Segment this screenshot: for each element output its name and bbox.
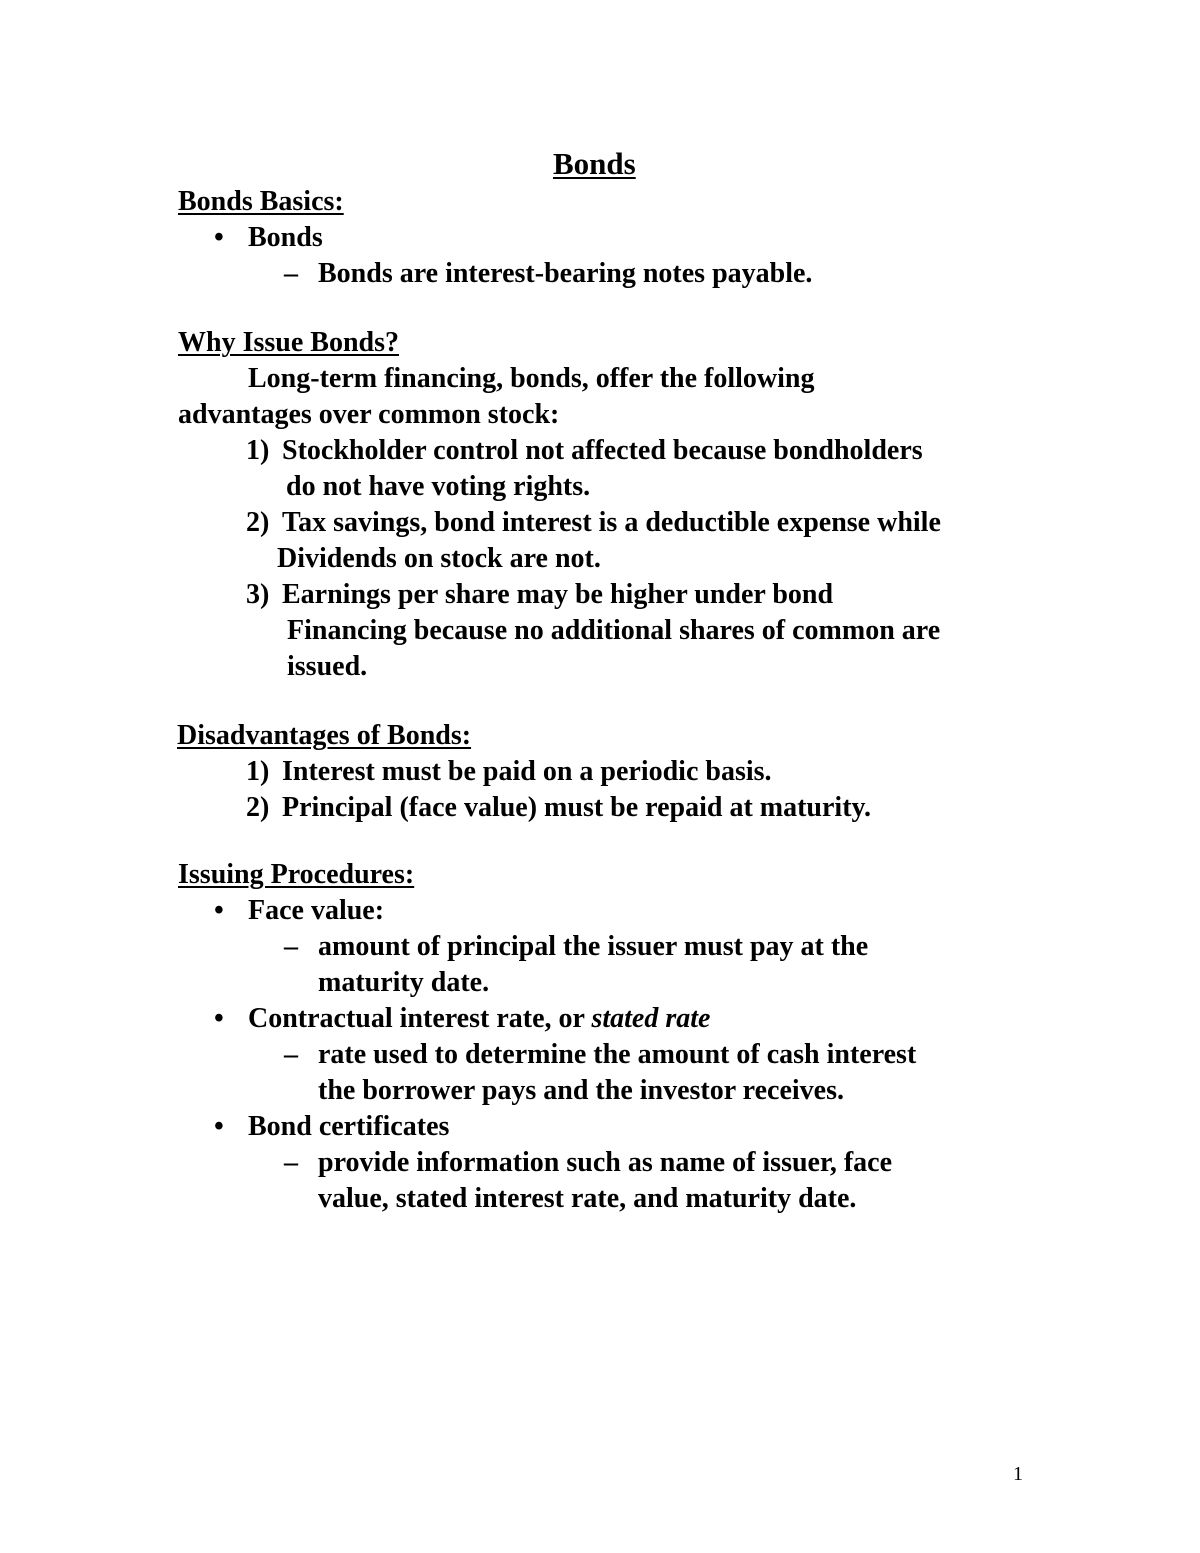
issuing-bullet-label-text: Contractual interest rate, or <box>248 1003 592 1034</box>
section-heading-disadvantages: Disadvantages of Bonds: <box>177 720 472 751</box>
issuing-sub-line: the borrower pays and the investor receives. <box>318 1075 844 1106</box>
issuing-bullet-label: Face value: <box>248 895 385 926</box>
dash-icon: – <box>284 258 298 289</box>
disadvantage-number: 1) <box>246 756 270 787</box>
dash-icon: – <box>284 931 298 962</box>
page-title: Bonds <box>553 146 636 181</box>
why-item-line: do not have voting rights. <box>286 471 591 502</box>
why-item-line: Tax savings, bond interest is a deductible expense while <box>282 507 941 538</box>
why-item-line: Stockholder control not affected because bondholders <box>282 435 923 466</box>
section-heading-why: Why Issue Bonds? <box>178 327 399 358</box>
disadvantage-number: 2) <box>246 792 270 823</box>
dash-icon: – <box>284 1039 298 1070</box>
section-heading-basics: Bonds Basics: <box>178 186 344 217</box>
issuing-sub-line: rate used to determine the amount of cash interest <box>318 1039 917 1070</box>
issuing-sub-line: value, stated interest rate, and maturity date. <box>318 1183 857 1214</box>
bullet-icon: • <box>214 1003 224 1034</box>
issuing-bullet-label: Bond certificates <box>248 1111 450 1142</box>
why-item-number: 1) <box>246 435 270 466</box>
issuing-bullet-label <box>248 1001 710 1037</box>
bullet-icon: • <box>214 895 224 926</box>
why-intro-line2: advantages over common stock: <box>178 399 560 430</box>
issuing-sub-line: amount of principal the issuer must pay at the <box>318 931 869 962</box>
why-item-line: issued. <box>287 651 368 682</box>
section-heading-issuing: Issuing Procedures: <box>178 859 415 890</box>
basics-subitem: Bonds are interest-bearing notes payable. <box>318 258 813 289</box>
bullet-icon: • <box>214 1111 224 1142</box>
disadvantage-text: Principal (face value) must be repaid at maturity. <box>282 792 871 823</box>
bullet-icon: • <box>214 222 224 253</box>
issuing-bullet-label-emphasis: stated rate <box>591 1003 711 1034</box>
page-number: 1 <box>1013 1463 1023 1485</box>
why-item-number: 2) <box>246 507 270 538</box>
why-item-number: 3) <box>246 579 270 610</box>
issuing-sub-line: maturity date. <box>318 967 490 998</box>
why-item-line: Financing because no additional shares of common are <box>287 615 941 646</box>
dash-icon: – <box>284 1147 298 1178</box>
disadvantage-text: Interest must be paid on a periodic basis. <box>282 756 772 787</box>
why-intro-line1: Long-term financing, bonds, offer the following <box>248 363 815 394</box>
why-item-line: Earnings per share may be higher under bond <box>282 579 834 610</box>
basics-item: Bonds <box>248 222 323 253</box>
why-item-line: Dividends on stock are not. <box>277 543 601 574</box>
issuing-sub-line: provide information such as name of issuer, face <box>318 1147 892 1178</box>
